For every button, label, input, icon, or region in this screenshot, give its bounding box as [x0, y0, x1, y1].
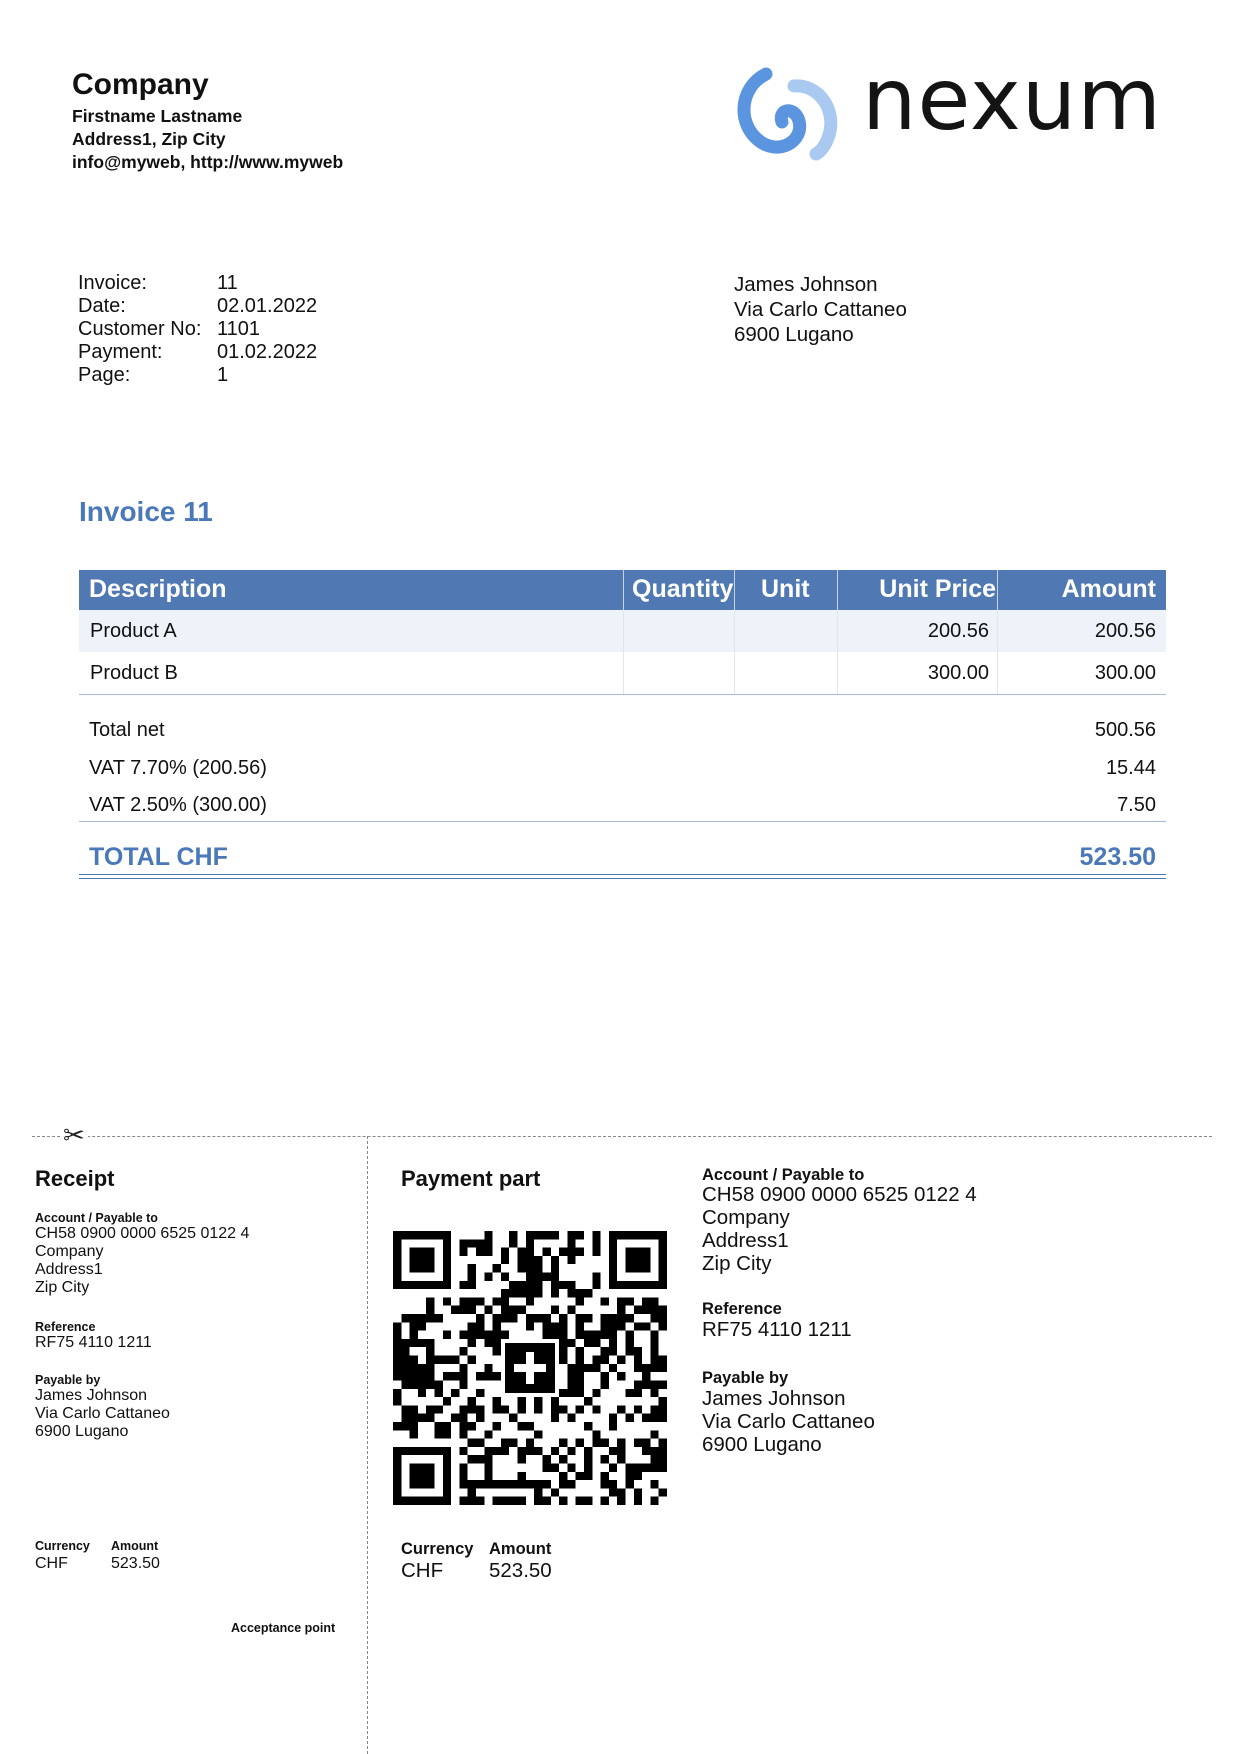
receipt-account-line: Address1: [35, 1261, 103, 1278]
total-net-value: 500.56: [1094, 719, 1156, 741]
invoice-number-value: 11: [217, 272, 238, 294]
receipt-amount: 523.50: [111, 1555, 160, 1572]
qr-finder-pattern: [609, 1231, 667, 1289]
receipt-account-line: Company: [35, 1243, 104, 1260]
sender-web: info@myweb, http://www.myweb: [72, 152, 344, 172]
table-row-unit-price: 200.56: [927, 620, 989, 642]
company-logo: [736, 50, 1176, 166]
receipt-reference: RF75 4110 1211: [35, 1334, 152, 1351]
table-row-description: Product A: [90, 620, 177, 642]
logo-swirl-icon: [736, 66, 846, 166]
header-unit-price: Unit Price: [879, 575, 996, 603]
receipt-perforation: [367, 1136, 368, 1754]
receipt-payable-by-line: 6900 Lugano: [35, 1423, 129, 1440]
sender-address: Address1, Zip City: [72, 129, 226, 149]
payment-account-line: CH58 0900 0000 6525 0122 4: [702, 1183, 977, 1206]
qr-finder-pattern: [393, 1231, 451, 1289]
acceptance-point: Acceptance point: [231, 1621, 336, 1635]
payment-amount-label: Amount: [489, 1540, 552, 1558]
receipt-currency-label: Currency: [35, 1539, 90, 1553]
payment-reference: RF75 4110 1211: [702, 1318, 852, 1341]
vat-2-value: 7.50: [1117, 794, 1156, 816]
payment-part-title: Payment part: [401, 1166, 541, 1191]
scissors-icon: ✂: [60, 1121, 88, 1149]
table-body: [79, 610, 1166, 694]
receipt-payable-by-line: Via Carlo Cattaneo: [35, 1405, 170, 1422]
payment-currency-label: Currency: [401, 1540, 474, 1558]
payment-account-line: Zip City: [702, 1252, 772, 1275]
table-divider: [79, 694, 1166, 695]
header-amount: Amount: [1061, 575, 1156, 603]
header-quantity: Quantity: [632, 575, 734, 603]
payment-payable-by-line: 6900 Lugano: [702, 1433, 822, 1456]
payment-payable-by-line: Via Carlo Cattaneo: [702, 1410, 875, 1433]
receipt-payable-by-line: James Johnson: [35, 1387, 148, 1404]
payment-reference-label: Reference: [702, 1300, 782, 1318]
page-label: Page:: [78, 364, 131, 386]
payment-amount: 523.50: [489, 1559, 552, 1582]
vat-1-label: VAT 7.70% (200.56): [89, 757, 267, 779]
logo-wordmark: nexum: [862, 50, 1163, 150]
recipient-name: James Johnson: [734, 273, 878, 296]
customer-no-label: Customer No:: [78, 318, 202, 340]
totals-divider: [79, 821, 1166, 822]
payment-currency: CHF: [401, 1559, 444, 1582]
grand-total-value: 523.50: [1079, 843, 1156, 871]
payment-account-line: Address1: [702, 1229, 789, 1252]
recipient-city: 6900 Lugano: [734, 323, 854, 346]
table-header: [79, 570, 1166, 610]
payment-label: Payment:: [78, 341, 163, 363]
payment-account-label: Account / Payable to: [702, 1166, 865, 1184]
receipt-account-line: CH58 0900 0000 6525 0122 4: [35, 1225, 250, 1242]
payment-payable-by-line: James Johnson: [702, 1387, 846, 1410]
qr-code: [393, 1231, 667, 1505]
swiss-cross-icon: [501, 1339, 559, 1397]
receipt-account-line: Zip City: [35, 1279, 90, 1296]
payment-payable-by-label: Payable by: [702, 1369, 789, 1387]
invoice-title: Invoice 11: [79, 496, 213, 527]
payment-account-line: Company: [702, 1206, 790, 1229]
vat-1-value: 15.44: [1105, 757, 1156, 779]
receipt-reference-label: Reference: [35, 1320, 96, 1334]
receipt-currency: CHF: [35, 1555, 68, 1572]
recipient-street: Via Carlo Cattaneo: [734, 298, 907, 321]
receipt-payable-by-label: Payable by: [35, 1373, 101, 1387]
grand-total-underline: [79, 878, 1166, 879]
receipt-amount-label: Amount: [111, 1539, 159, 1553]
invoice-number-label: Invoice:: [78, 272, 147, 294]
sender-company-name: Company: [72, 68, 209, 101]
vat-2-label: VAT 2.50% (300.00): [89, 794, 267, 816]
table-row-description: Product B: [90, 662, 178, 684]
page-value: 1: [217, 364, 229, 386]
qr-finder-pattern: [393, 1447, 451, 1505]
header-description: Description: [89, 575, 227, 603]
grand-total-label: TOTAL CHF: [89, 843, 228, 871]
receipt-title: Receipt: [35, 1166, 115, 1191]
payment-value: 01.02.2022: [217, 341, 318, 363]
customer-no-value: 1101: [217, 318, 261, 340]
grand-total-underline: [79, 874, 1166, 875]
sender-contact: Firstname Lastname: [72, 106, 243, 126]
receipt-account-label: Account / Payable to: [35, 1211, 158, 1225]
header-unit: Unit: [761, 575, 810, 603]
table-row-unit-price: 300.00: [927, 662, 989, 684]
table-row-amount: 200.56: [1094, 620, 1156, 642]
perforation-line: [32, 1136, 1212, 1137]
total-net-label: Total net: [89, 719, 165, 741]
date-value: 02.01.2022: [217, 295, 318, 317]
date-label: Date:: [78, 295, 126, 317]
table-row-amount: 300.00: [1094, 662, 1156, 684]
